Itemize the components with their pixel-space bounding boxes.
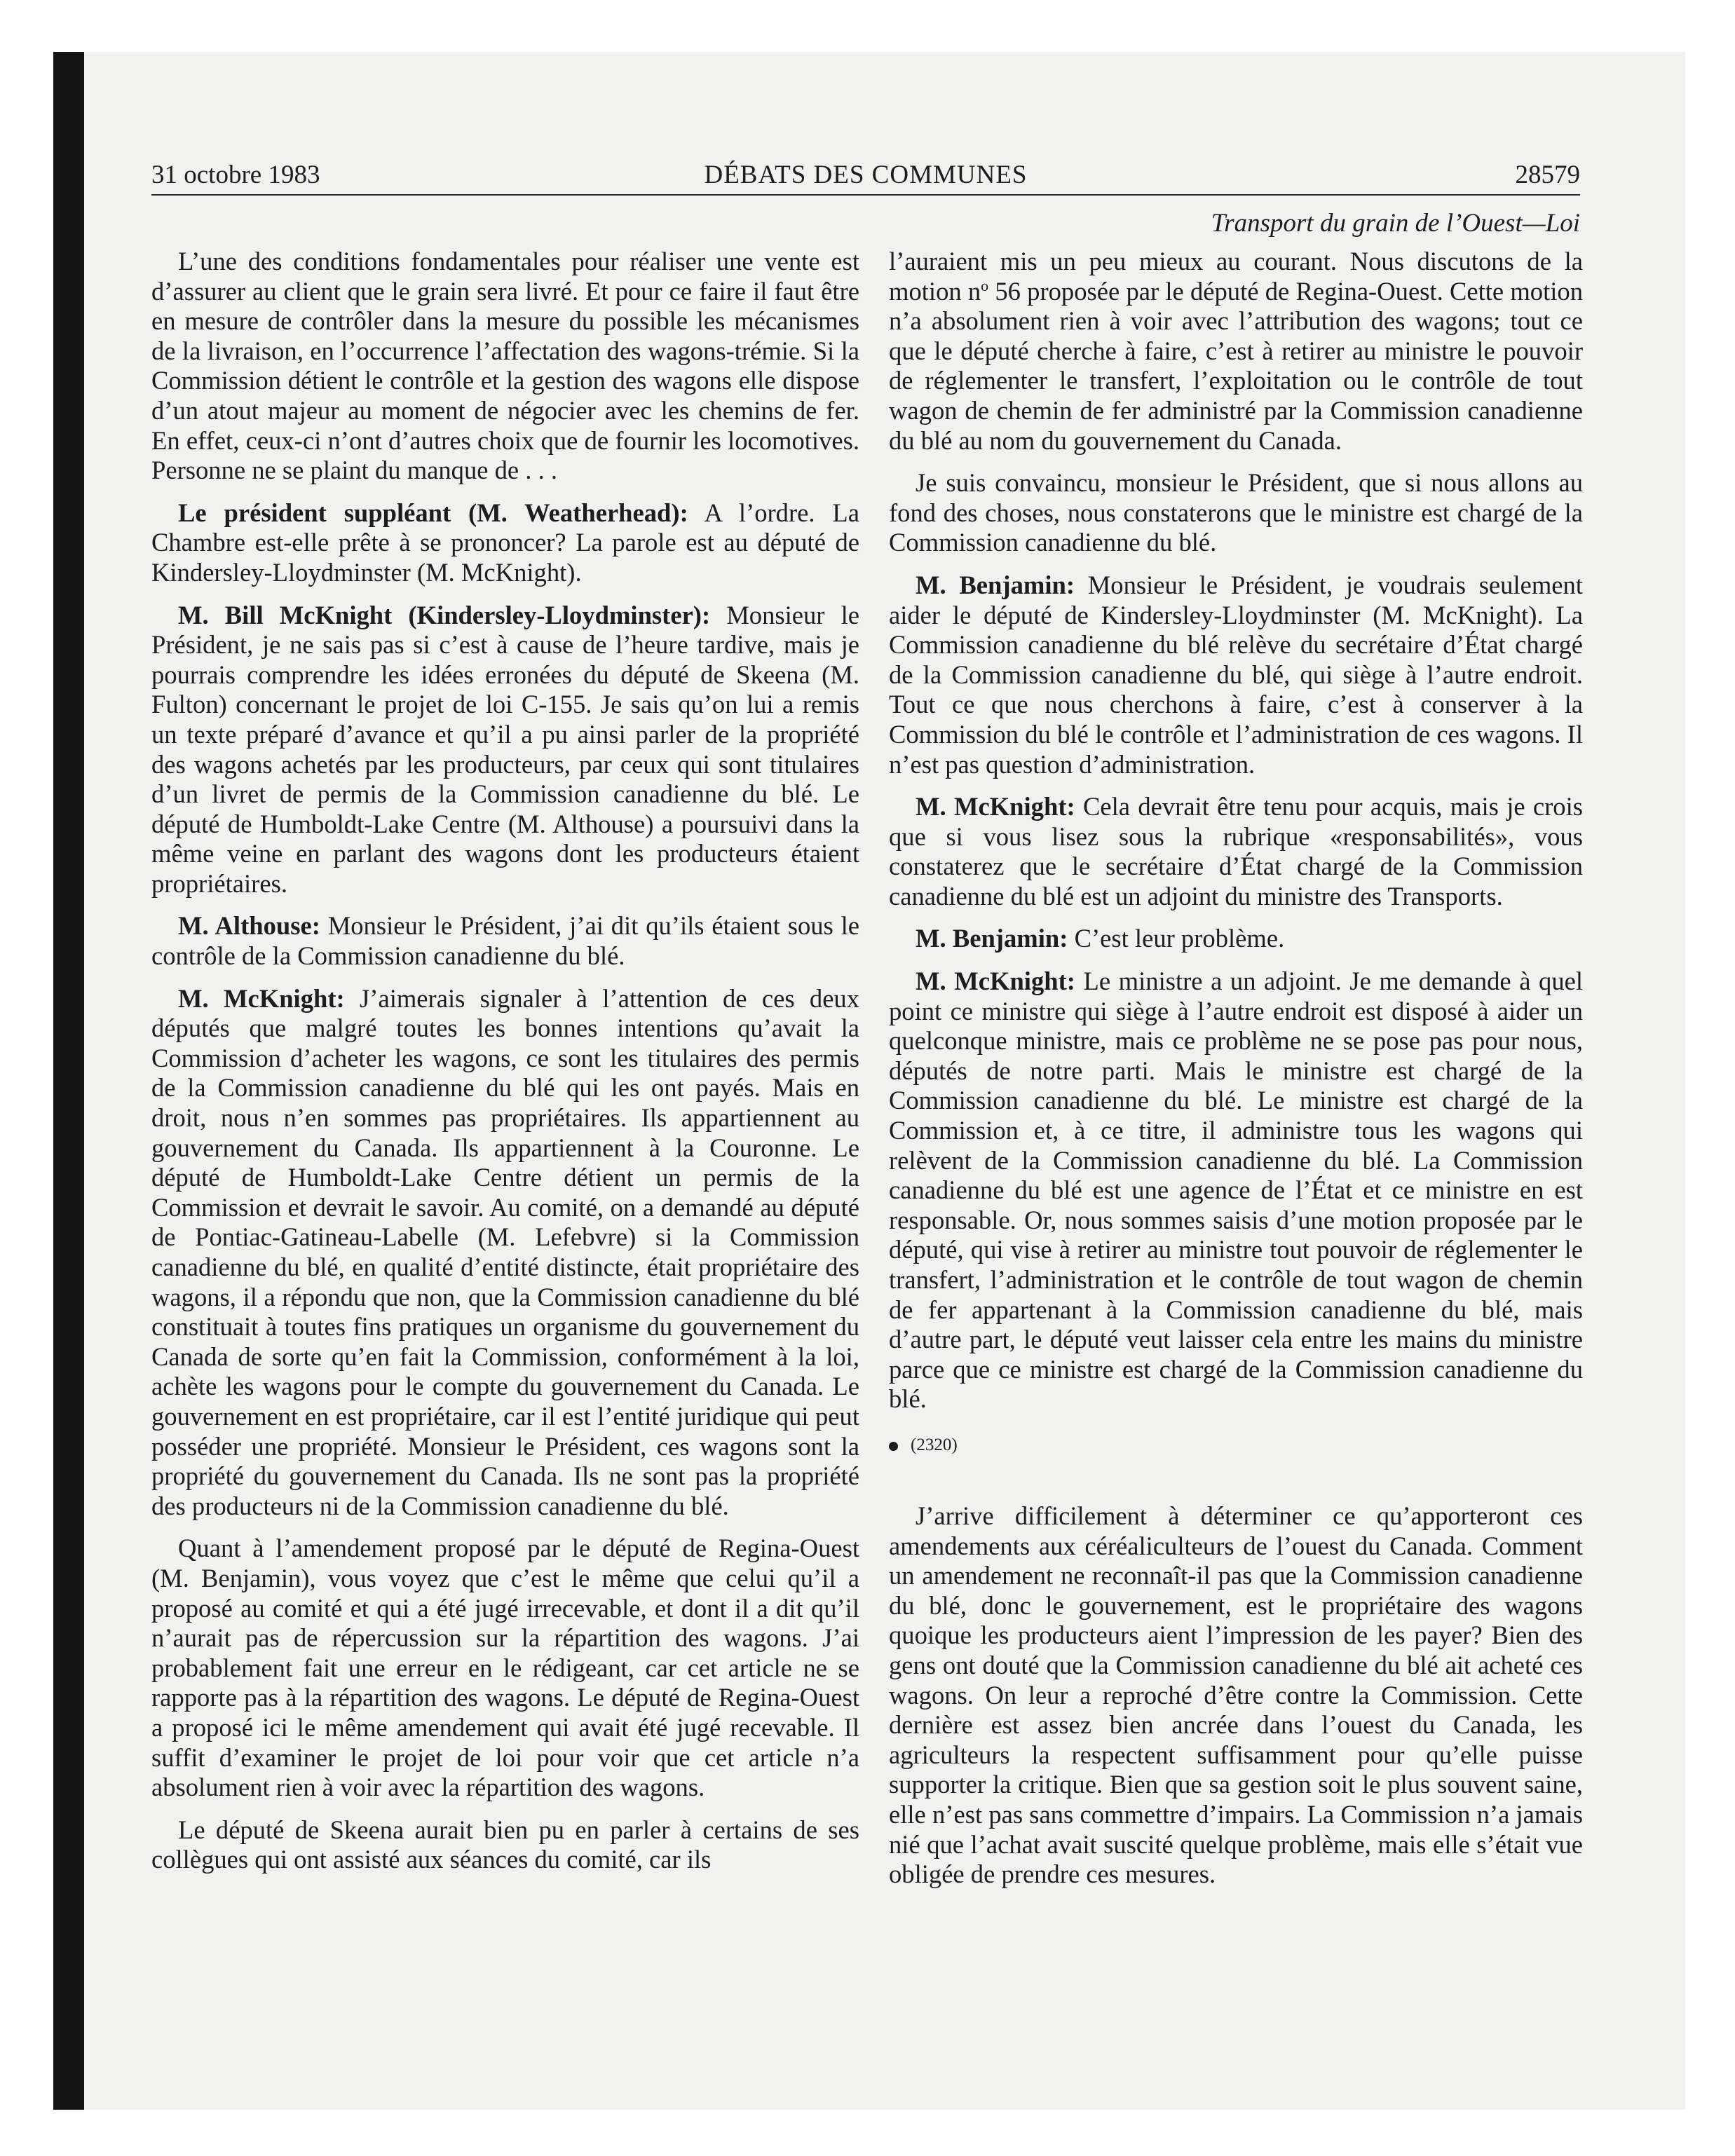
left-column: [151, 247, 859, 1888]
right-column: [889, 247, 1583, 1902]
speaker-name: M. McKnight:: [916, 792, 1075, 821]
header-page-number: 28579: [1515, 161, 1580, 189]
speech-paragraph: [151, 911, 859, 971]
speech-text: Monsieur le Président, je voudrais seulement aider le député de Kindersley-Lloydminster (M. McKnight). La Commission canadienne du blé relève du secrétaire d’État chargé de la Commission canadienne du blé, qui siège à l’autre endroit. Tout ce que nous cherchons à faire, c’est à conserver à la Commission du blé le contrôle et l’administration de ces wagons. Il n’est pas question d’administration.: [889, 570, 1583, 779]
speech-paragraph: [889, 792, 1583, 911]
speech-text: J’aimerais signaler à l’attention de ces deux députés que malgré toutes les bonnes intentions qu’avait la Commission d’acheter les wagons, ce sont les titulaires des permis de la Commission canadienne du blé qui les ont payés. Mais en droit, nous n’en sommes pas propriétaires. Ils appartiennent au gouvernement du Canada. Ils appartiennent à la Couronne. Le député de Humboldt-Lake Centre détient un permis de la Commission et devrait le savoir. Au comité, on a demandé au député de Pontiac-Gatineau-Labelle (M. Lefebvre) si la Commission canadienne du blé, en qualité d’entité distincte, était propriétaire des wagons, il a répondu que non, que la Commission canadienne du blé constituait à toutes fins pratiques un organisme du gouvernement du Canada de sorte qu’en fait la Commission, conformément à la loi, achète les wagons pour le compte du gouvernement du Canada. Le gouvernement en est propriétaire, car il est l’entité juridique qui peut posséder une propriété. Monsieur le Président, ces wagons sont la propriété du gouvernement du Canada. Ils ne sont pas la propriété des producteurs ni de la Commission canadienne du blé.: [151, 983, 860, 1520]
section-title: Transport du grain de l’Ouest—Loi: [1211, 209, 1580, 238]
speech-paragraph: [889, 967, 1583, 1414]
speech-text: Monsieur le Président, j’ai dit qu’ils étaient sous le contrôle de la Commission canadienne du blé.: [151, 911, 859, 971]
superscript: o: [981, 276, 989, 294]
bullet-icon: [889, 1442, 898, 1451]
speaker-name: M. Bill McKnight (Kindersley-Lloydminster):: [178, 600, 711, 629]
speech-paragraph: [151, 498, 859, 588]
speech-text: Monsieur le Président, je ne sais pas si c’est à cause de l’heure tardive, mais je pourrais comprendre les idées erronées du député de Skeena (M. Fulton) concernant le projet de loi C-155. Je sais qu’on lui a remis un texte préparé d’avance et qu’il a pu ainsi parler de la propriété des wagons achetés par les producteurs, par ceux qui sont titulaires d’un livret de permis de la Commission canadienne du blé. Le député de Humboldt-Lake Centre (M. Althouse) a poursuivi dans la même veine en parlant des wagons dont les producteurs étaient propriétaires.: [151, 600, 859, 898]
speech-text: Le ministre a un adjoint. Je me demande à quel point ce ministre qui siège à l’autre endroit est disposé à aider un quelconque ministre, mais ce problème ne se pose pas pour nous, députés de notre parti. Mais le ministre est chargé de la Commission canadienne du blé. Le ministre est chargé de la Commission et, à ce titre, il administre tous les wagons qui relèvent de la Commission canadienne du blé. La Commission canadienne du blé est une agence de l’État et ce ministre en est responsable. Or, nous sommes saisis d’une motion proposée par le député, qui vise à retirer au ministre tout pouvoir de réglementer le transfert, l’administration et le contrôle de tout wagon de chemin de fer appartenant à la Commission canadienne du blé, mais d’autre part, le député veut laisser cela entre les mains du ministre parce que ce ministre est chargé de la Commission canadienne du blé.: [889, 967, 1584, 1414]
paragraph-text: l’auraient mis un peu mieux au courant. Nous discutons de la motion n: [889, 247, 1583, 306]
speech-paragraph: [889, 571, 1583, 779]
header-rule: [151, 194, 1580, 196]
paragraph: Le député de Skeena aurait bien pu en parler à certains de ses collègues qui ont assisté aux séances du comité, car ils: [151, 1815, 859, 1874]
speaker-name: M. Althouse:: [178, 911, 320, 941]
continued-paragraph: [889, 247, 1583, 456]
time-marker-text: (2320): [911, 1435, 958, 1454]
speech-paragraph: [151, 984, 859, 1522]
speaker-name: M. McKnight:: [178, 983, 345, 1013]
paragraph-text: 56 proposée par le député de Regina-Ouest. Cette motion n’a absolument rien à voir avec l’attribution des wagons; tout ce que le député cherche à faire, c’est à retirer au ministre le pouvoir de réglementer le transfert, l’exploitation ou le contrôle de tout wagon de chemin de fer administré par la Commission canadienne du blé au nom du gouvernement du Canada.: [889, 276, 1584, 455]
time-marker: [889, 1431, 1583, 1459]
speech-paragraph: [151, 601, 859, 899]
speech-paragraph: [889, 924, 1583, 954]
speaker-name: M. McKnight:: [916, 967, 1075, 996]
speech-text: A l’ordre. La Chambre est-elle prête à se prononcer? La parole est au député de Kindersley-Lloydminster (M. McKnight).: [151, 498, 859, 587]
speech-text: C’est leur problème.: [1068, 924, 1285, 953]
paragraph: L’une des conditions fondamentales pour réaliser une vente est d’assurer au client que le grain sera livré. Et pour ce faire il faut être en mesure de contrôler dans la mesure du possible les mécanismes de la livraison, en l’occurrence l’affectation des wagons-trémie. Si la Commission détient le contrôle et la gestion des wagons elle dispose d’un atout majeur au moment de négocier avec les chemins de fer. En effet, ceux-ci n’ont d’autres choix que de fournir les locomotives. Personne ne se plaint du manque de . . .: [151, 247, 859, 485]
speaker-name: Le président suppléant (M. Weatherhead):: [178, 498, 688, 527]
header-publication-title: DÉBATS DES COMMUNES: [704, 161, 1028, 189]
paragraph: J’arrive difficilement à déterminer ce qu’apporteront ces amendements aux céréaliculteurs de l’ouest du Canada. Comment un amendement ne reconnaît-il pas que la Commission canadienne du blé, donc le gouvernement, est le propriétaire des wagons quoique les producteurs aient l’impression de les payer? Bien des gens ont douté que la Commission canadienne du blé ait acheté ces wagons. On leur a reproché d’être contre la Commission. Cette dernière est assez bien ancrée dans l’ouest du Canada, les agriculteurs la respectent suffisamment pour qu’elle puisse supporter la critique. Bien que sa gestion soit le plus souvent saine, elle n’est pas sans commettre d’impairs. La Commission n’a jamais nié que l’achat avait suscité quelque problème, mais elle s’était vue obligée de prendre ces mesures.: [889, 1501, 1583, 1889]
paragraph: Je suis convaincu, monsieur le Président, que si nous allons au fond des choses, nous constaterons que le ministre est chargé de la Commission canadienne du blé.: [889, 468, 1583, 557]
running-header: [151, 156, 1580, 195]
header-date: 31 octobre 1983: [151, 161, 320, 189]
speaker-name: M. Benjamin:: [916, 570, 1075, 599]
speech-text: Cela devrait être tenu pour acquis, mais je crois que si vous lisez sous la rubrique «responsabilités», vous constaterez que le secrétaire d’État chargé de la Commission canadienne du blé est un adjoint du ministre des Transports.: [889, 792, 1583, 910]
speaker-name: M. Benjamin:: [916, 924, 1068, 953]
paragraph: Quant à l’amendement proposé par le député de Regina-Ouest (M. Benjamin), vous voyez que c’est le même que celui qu’il a proposé au comité et qui a été jugé irrecevable, et dont il a dit qu’il n’aurait pas de répercussion sur la répartition des wagons. J’ai probablement fait une erreur en le rédigeant, car cet article ne se rapporte pas à la répartition des wagons. Le député de Regina-Ouest a proposé ici le même amendement qui avait été jugé recevable. Il suffit d’examiner le projet de loi pour voir que cet article n’a absolument rien à voir avec la répartition des wagons.: [151, 1534, 859, 1802]
scan-binding-edge: [53, 52, 84, 2110]
